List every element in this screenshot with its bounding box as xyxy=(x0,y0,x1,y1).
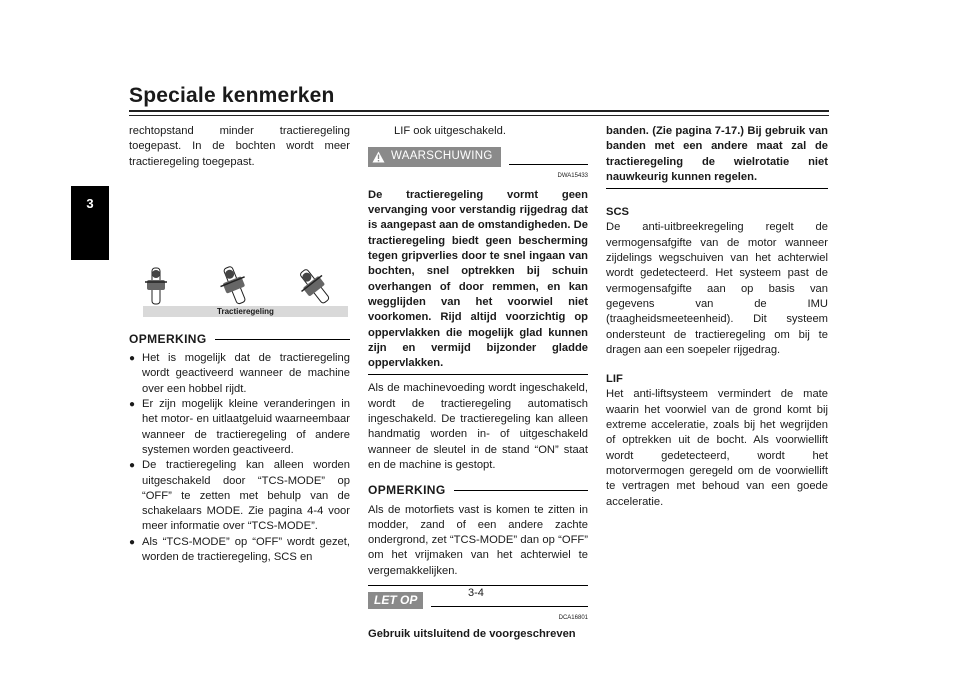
caution-line xyxy=(431,606,588,607)
intro-text: rechtopstand minder tractieregeling toegepast. In de bochten wordt meer tractieregeling toegepast. xyxy=(129,125,350,168)
warning-triangle-icon xyxy=(372,151,385,163)
column-1 xyxy=(129,124,350,565)
traction-figure xyxy=(129,178,350,328)
scs-text: De anti-uitbreekregeling regelt de vermogensafgifte van de motor wanneer zijdelings wegschuiven van het achterwiel wordt gedetecteerd. Het systeem past de vermogensafgifte aan op basis van gegevens van de IMU (traagheidsmeeteenheid). Dit systeem ondersteunt de tractieregeling om bij te dragen aan een soepeler rijgedrag. xyxy=(606,221,828,356)
motorcycle-full-lean-icon xyxy=(295,266,335,306)
motorcycle-lean-icon xyxy=(217,264,253,306)
warning-line xyxy=(509,164,588,165)
paragraph: Als de machinevoeding wordt ingeschakeld, wordt de tractieregeling automatisch ingeschakeld. De tractieregeling kan alleen handmatig worden in- of uitgeschakeld wanneer de sleutel in de stand “ON” staat en de machine is gestopt. xyxy=(368,382,588,471)
column-3 xyxy=(606,124,828,510)
column-2 xyxy=(368,124,588,642)
note-end-rule xyxy=(368,585,588,586)
chapter-tab: 3 xyxy=(71,186,109,260)
list-item: ● De tractieregeling kan alleen worden uitgeschakeld door “TCS-MODE” op “OFF” te zetten met behulp van de schakelaars MODE. Zie pagina 4-4 voor meer informatie over “TCS-MODE”. xyxy=(129,458,350,534)
caution-badge: LET OP xyxy=(368,592,423,609)
caution-code: DCA16801 xyxy=(558,615,588,622)
warning-text: De tractieregeling vormt geen vervanging voor verstandig rijgedrag dat is aangepast aan de omstandigheden. De tractieregeling biedt geen bescherming tegen gripverlies door te snel ingaan van bochten, snel optrekken bij schuin overhangen of door remmen, en kan wegglijden van het voorwiel niet voorkomen. Rijd altijd voorzichtig op oppervlakken die mogelijk glad kunnen zijn en vermijd bijzonder gladde oppervlakken. xyxy=(368,188,588,376)
note-heading-label: OPMERKING xyxy=(368,483,446,498)
note-heading-label: OPMERKING xyxy=(129,331,207,346)
note-bullet-list xyxy=(129,351,350,565)
list-item: ● Als “TCS-MODE” op “OFF” wordt gezet, worden de tractieregeling, SCS en xyxy=(129,535,350,566)
warning-badge xyxy=(368,147,501,166)
page-number: 3-4 xyxy=(468,587,484,599)
lif-text: Het anti-liftsysteem vermindert de mate waarin het voorwiel van de grond komt bij extreme acceleratie, zoals bij het wegrijden of optrekken uit de bocht. Als voorwiellift wordt gedetecteerd, wordt het motorvermogen geregeld om de voorwiellift te vertragen met behoud van een goede acceleratie. xyxy=(606,388,828,508)
note-text: Als de motorfiets vast is komen te zitten in modder, zand of een andere zachte ondergrond, zet “TCS-MODE” dan op “OFF” om het vrijmaken van het achterwiel te vergemakkelijken. xyxy=(368,503,588,577)
note-heading-line xyxy=(215,339,350,340)
lif-heading: LIF xyxy=(606,373,623,386)
motorcycle-upright-icon xyxy=(143,266,169,306)
figure-caption: Tractieregeling xyxy=(143,306,348,317)
warning-label: WAARSCHUWING xyxy=(391,150,493,163)
warning-header xyxy=(368,147,588,166)
caution-continuation: banden. (Zie pagina 7-17.) Bij gebruik van banden met een andere maat zal de tractieregeling de wielrotatie niet nauwkeurig kunnen regelen. xyxy=(606,124,828,189)
note-heading xyxy=(129,332,350,347)
list-item: ● Het is mogelijk dat de tractieregeling wordt geactiveerd wanneer de machine over een hobbel rijdt. xyxy=(129,351,350,397)
caution-text: Gebruik uitsluitend de voorgeschreven xyxy=(368,627,576,640)
header-rule xyxy=(129,110,829,112)
note-heading-2 xyxy=(368,483,588,498)
header-rule-thin xyxy=(129,115,829,116)
warning-code: DWA15433 xyxy=(557,172,588,179)
page-title: Speciale kenmerken xyxy=(129,84,335,107)
note-heading-line xyxy=(454,490,588,491)
scs-heading: SCS xyxy=(606,206,630,219)
continuation-text: LIF ook uitgeschakeld. xyxy=(394,125,506,137)
list-item: ● Er zijn mogelijk kleine veranderingen in het motor- en uitlaatgeluid waarneembaar wanneer de tractieregeling of andere systemen worden geactiveerd. xyxy=(129,397,350,458)
